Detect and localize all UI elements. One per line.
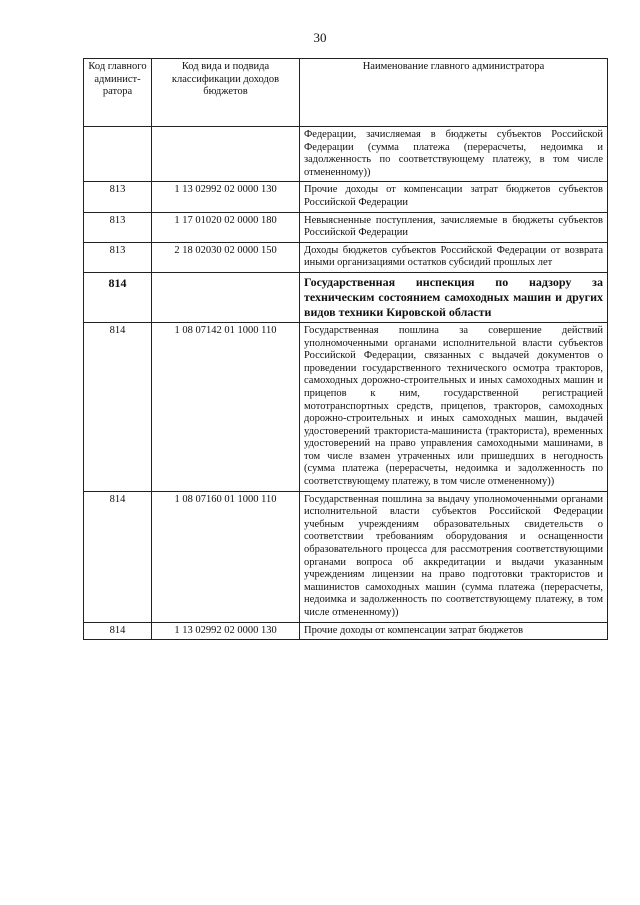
- admin-name-cell: Прочие доходы от компенсации затрат бюджетов: [300, 622, 608, 640]
- table-row: [84, 212, 608, 242]
- table-row: [84, 242, 608, 272]
- table-row: [84, 272, 608, 322]
- table-row: [84, 127, 608, 182]
- admin-code-cell: 814: [84, 322, 152, 491]
- table-body: [84, 127, 608, 640]
- admin-name-cell: Государственная пошлина за совершение действий уполномоченными органами исполнительной власти субъектов Российской Федерации, связанных с выдачей документов о проведении государственного технического осмотра тракторов, самоходных дорожно-строительных и иных самоходных машин и прицепов к ним, государственной регистрацией мототранспортных средств, прицепов, тракторов, самоходных дорожно-строительных и иных самоходных машин, выдачей удостоверений тракториста-машиниста (тракториста), временных удостоверений на право управления самоходными машинами, в том числе взамен утраченных или пришедших в негодность (сумма платежа (перерасчеты, недоимка и задолженность по соответствующему платежу, в том числе отмененному)): [300, 322, 608, 491]
- admin-code-cell: 813: [84, 242, 152, 272]
- page-number: 30: [313, 30, 327, 45]
- header-admin-code: Код главного админист-ратора: [84, 59, 152, 127]
- income-code-cell: 1 13 02992 02 0000 130: [152, 182, 300, 212]
- admin-name-cell: Доходы бюджетов субъектов Российской Федерации от возврата иными организациями остатков субсидий прошлых лет: [300, 242, 608, 272]
- income-code-cell: [152, 127, 300, 182]
- table-row: [84, 622, 608, 640]
- admin-code-cell: 814: [84, 622, 152, 640]
- table-row: [84, 322, 608, 491]
- admin-code-cell: 813: [84, 182, 152, 212]
- admin-name-cell: Невыясненные поступления, зачисляемые в бюджеты субъектов Российской Федерации: [300, 212, 608, 242]
- admin-code-cell: 814: [84, 272, 152, 322]
- header-admin-name: Наименование главного администратора: [300, 59, 608, 127]
- income-code-cell: 1 08 07160 01 1000 110: [152, 491, 300, 622]
- income-code-cell: 1 17 01020 02 0000 180: [152, 212, 300, 242]
- income-code-cell: [152, 272, 300, 322]
- admin-code-cell: 814: [84, 491, 152, 622]
- admin-name-cell: Прочие доходы от компенсации затрат бюджетов субъектов Российской Федерации: [300, 182, 608, 212]
- admin-name-cell: Государственная инспекция по надзору за техническим состоянием самоходных машин и других видов техники Кировской области: [300, 272, 608, 322]
- table-row: [84, 491, 608, 622]
- income-code-cell: 1 13 02992 02 0000 130: [152, 622, 300, 640]
- admin-code-cell: 813: [84, 212, 152, 242]
- admin-code-cell: [84, 127, 152, 182]
- header-income-code: Код вида и подвида классификации доходов бюджетов: [152, 59, 300, 127]
- admin-name-cell: Федерации, зачисляемая в бюджеты субъектов Российской Федерации (сумма платежа (перерасчеты, недоимка и задолженность по соответствующему платежу, в том числе отмененному)): [300, 127, 608, 182]
- table-row: [84, 182, 608, 212]
- table-header-row: [84, 59, 608, 127]
- income-code-cell: 2 18 02030 02 0000 150: [152, 242, 300, 272]
- admin-name-cell: Государственная пошлина за выдачу уполномоченными органами исполнительной власти субъектов Российской Федерации учебным учреждениям образовательных свидетельств о соответствии требованиям оборудования и оснащенности образовательного процесса для рассмотрения соответствующими органами вопроса об аккредитации и выдачи указанным учреждениям лицензии на право подготовки трактористов и машинистов самоходных машин (сумма платежа (перерасчеты, недоимка и задолженность по соответствующему платежу, в том числе отмененному)): [300, 491, 608, 622]
- budget-classification-table: [83, 58, 608, 640]
- income-code-cell: 1 08 07142 01 1000 110: [152, 322, 300, 491]
